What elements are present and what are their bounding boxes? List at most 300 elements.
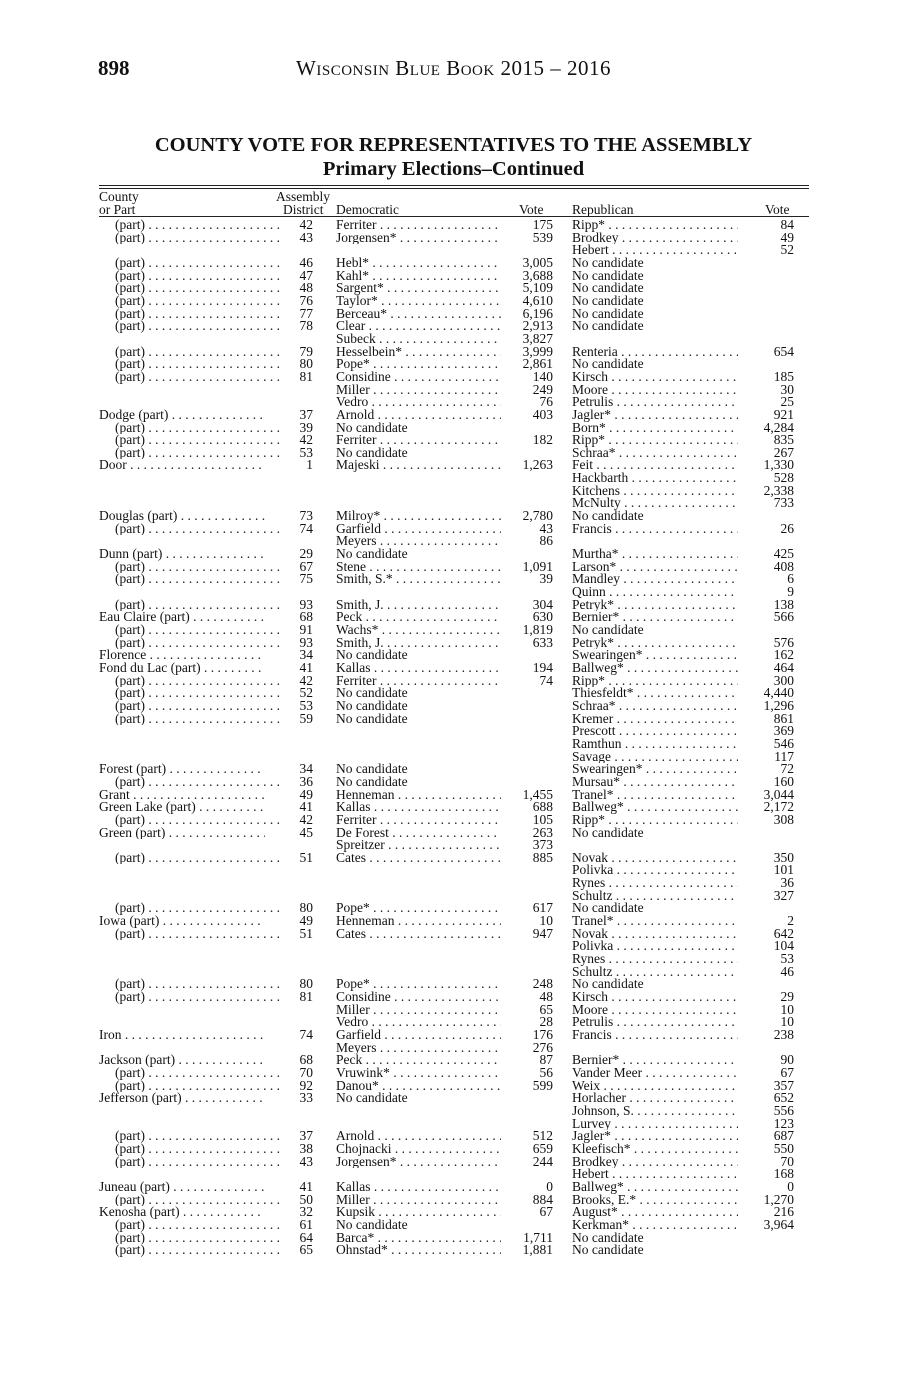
republican-candidate-cell: Petrulis . . .	[572, 396, 738, 409]
republican-vote-cell: 216	[773, 1206, 794, 1219]
table-row	[99, 1244, 809, 1257]
democratic-candidate-cell: Vedro . . .	[336, 396, 501, 409]
table-row	[99, 396, 809, 409]
table-row	[99, 751, 809, 764]
republican-candidate-cell: Brooks, E.* . . .	[572, 1194, 738, 1207]
democratic-candidate-cell: Meyers . . .	[336, 535, 501, 548]
county-cell: (part) . . .	[99, 1244, 281, 1257]
republican-candidate-cell: Petryk* . . .	[572, 599, 738, 612]
district-cell: 74	[299, 522, 313, 536]
republican-vote-cell: 4,284	[763, 421, 794, 435]
table-row	[99, 1143, 809, 1156]
republican-vote-cell: 464	[773, 661, 794, 675]
republican-vote-cell: 25	[780, 396, 794, 409]
republican-candidate-cell: Murtha* . . .	[572, 548, 738, 561]
republican-candidate-cell: Ripp* . . .	[572, 675, 738, 688]
republican-vote-cell: 49	[780, 231, 794, 245]
table-row	[99, 1219, 809, 1232]
district-cell: 42	[299, 434, 313, 447]
republican-vote-cell: 654	[773, 345, 794, 359]
table-row	[99, 852, 809, 865]
republican-candidate-cell: Petryk* . . .	[572, 637, 738, 650]
district-cell: 70	[299, 1066, 313, 1080]
democratic-candidate-cell: No candidate	[336, 775, 408, 789]
democratic-candidate-cell: No candidate	[336, 649, 408, 662]
democratic-candidate-cell: Considine . . .	[336, 991, 501, 1004]
table-row	[99, 915, 809, 928]
republican-vote-cell: 29	[780, 991, 794, 1004]
district-cell: 80	[299, 358, 313, 371]
republican-vote-cell: 4,440	[763, 687, 794, 700]
democratic-candidate-cell: Henneman . . .	[336, 789, 501, 802]
democratic-candidate-cell: Pope* . . .	[336, 358, 501, 371]
district-cell: 49	[299, 788, 313, 802]
table-row	[99, 422, 809, 435]
democratic-vote-cell: 403	[532, 408, 553, 422]
table-row	[99, 649, 809, 662]
republican-vote-cell: 36	[780, 877, 794, 890]
democratic-vote-cell: 244	[532, 1155, 553, 1169]
table-row	[99, 713, 809, 726]
republican-candidate-cell: No candidate	[572, 624, 644, 637]
table-row	[99, 447, 809, 460]
table-row	[99, 270, 809, 283]
democratic-candidate-cell: Peck . . .	[336, 611, 501, 624]
democratic-vote-cell: 0	[546, 1180, 553, 1194]
democratic-candidate-cell: No candidate	[336, 763, 408, 776]
republican-candidate-cell: No candidate	[572, 269, 644, 283]
republican-vote-cell: 10	[780, 1003, 794, 1017]
republican-vote-cell: 0	[787, 1180, 794, 1194]
district-cell: 73	[299, 510, 313, 523]
header-dem-vote: Vote	[519, 202, 544, 217]
county-cell: (part) . . .	[99, 219, 281, 232]
county-cell: (part) . . .	[99, 434, 281, 447]
county-cell: (part) . . .	[99, 447, 281, 460]
republican-candidate-cell: No candidate	[572, 358, 644, 371]
democratic-vote-cell: 304	[532, 598, 553, 612]
republican-vote-cell: 238	[773, 1029, 794, 1042]
republican-candidate-cell: Kerkman* . . .	[572, 1219, 738, 1232]
district-cell: 76	[299, 294, 313, 308]
republican-vote-cell: 10	[780, 1016, 794, 1030]
republican-candidate-cell: No candidate	[572, 1244, 644, 1257]
republican-candidate-cell: August* . . .	[572, 1206, 738, 1219]
republican-candidate-cell: Tranel* . . .	[572, 789, 738, 802]
republican-vote-cell: 1,330	[763, 459, 794, 473]
republican-vote-cell: 160	[773, 775, 794, 789]
democratic-vote-cell: 617	[532, 902, 553, 916]
district-cell: 64	[299, 1231, 313, 1245]
district-cell: 46	[299, 256, 313, 270]
county-cell: Iron . . .	[99, 1029, 265, 1042]
table-row	[99, 1206, 809, 1219]
democratic-vote-cell: 3,999	[522, 345, 553, 359]
democratic-candidate-cell: Miller . . .	[336, 1194, 501, 1207]
county-cell: (part) . . .	[99, 358, 281, 371]
county-cell: (part) . . .	[99, 902, 281, 915]
democratic-vote-cell: 182	[532, 434, 553, 447]
table-row	[99, 839, 809, 852]
republican-vote-cell: 1,296	[763, 699, 794, 713]
republican-vote-cell: 546	[773, 737, 794, 751]
republican-vote-cell: 2,172	[763, 801, 794, 814]
district-cell: 68	[299, 1054, 313, 1067]
table-row	[99, 1092, 809, 1105]
republican-vote-cell: 9	[787, 586, 794, 599]
republican-candidate-cell: McNulty . . .	[572, 497, 738, 510]
republican-candidate-cell: Ripp* . . .	[572, 434, 738, 447]
district-cell: 80	[299, 902, 313, 916]
democratic-candidate-cell: No candidate	[336, 1092, 408, 1105]
table-row	[99, 1130, 809, 1143]
republican-vote-cell: 3,964	[763, 1218, 794, 1232]
table-row	[99, 1118, 809, 1131]
democratic-candidate-cell: Spreitzer . . .	[336, 839, 501, 852]
republican-candidate-cell: Brodkey . . .	[572, 1156, 738, 1169]
republican-candidate-cell: Mursau* . . .	[572, 776, 738, 789]
republican-vote-cell: 90	[780, 1054, 794, 1067]
county-cell: (part) . . .	[99, 978, 281, 991]
district-cell: 52	[299, 687, 313, 700]
district-cell: 65	[299, 1244, 313, 1257]
republican-candidate-cell: Rynes . . .	[572, 953, 738, 966]
republican-candidate-cell: Swearingen* . . .	[572, 649, 738, 662]
democratic-vote-cell: 56	[539, 1066, 553, 1080]
table-row	[99, 1194, 809, 1207]
democratic-vote-cell: 688	[532, 801, 553, 814]
table-row	[99, 535, 809, 548]
county-cell: Green Lake (part) . . .	[99, 801, 265, 814]
democratic-vote-cell: 659	[532, 1142, 553, 1156]
table-row	[99, 827, 809, 840]
table-row	[99, 1016, 809, 1029]
republican-candidate-cell: Swearingen* . . .	[572, 763, 738, 776]
table-row	[99, 232, 809, 245]
table-row	[99, 877, 809, 890]
county-cell: (part) . . .	[99, 320, 281, 333]
republican-candidate-cell: No candidate	[572, 902, 644, 916]
democratic-candidate-cell: Kallas . . .	[336, 662, 501, 675]
county-cell: (part) . . .	[99, 232, 281, 245]
democratic-candidate-cell: Danou* . . .	[336, 1080, 501, 1093]
democratic-vote-cell: 633	[532, 636, 553, 650]
header-rule-top-2	[99, 188, 809, 189]
district-cell: 34	[299, 763, 313, 776]
district-cell: 42	[299, 813, 313, 827]
page-number: 898	[98, 56, 130, 80]
democratic-candidate-cell: Kupsik . . .	[336, 1206, 501, 1219]
county-cell: (part) . . .	[99, 282, 281, 295]
county-cell: Green (part) . . .	[99, 827, 265, 840]
democratic-vote-cell: 4,610	[522, 294, 553, 308]
county-cell: (part) . . .	[99, 1219, 281, 1232]
republican-candidate-cell: No candidate	[572, 510, 644, 523]
republican-vote-cell: 2	[787, 915, 794, 928]
democratic-vote-cell: 1,711	[523, 1231, 553, 1245]
county-cell: (part) . . .	[99, 371, 281, 384]
header-rule-bottom	[99, 216, 809, 217]
republican-vote-cell: 350	[773, 851, 794, 865]
republican-candidate-cell: Ballweg* . . .	[572, 662, 738, 675]
republican-candidate-cell: Polivka . . .	[572, 940, 738, 953]
header-district-1: Assembly	[276, 189, 330, 204]
republican-vote-cell: 357	[773, 1079, 794, 1093]
democratic-vote-cell: 175	[532, 219, 553, 232]
table-row	[99, 789, 809, 802]
democratic-vote-cell: 947	[532, 927, 553, 941]
table-row	[99, 1067, 809, 1080]
republican-candidate-cell: Quinn . . .	[572, 586, 738, 599]
republican-vote-cell: 369	[773, 725, 794, 738]
county-cell: Douglas (part) . . .	[99, 510, 265, 523]
republican-candidate-cell: Francis . . .	[572, 523, 738, 536]
county-cell: (part) . . .	[99, 599, 281, 612]
district-cell: 33	[299, 1092, 313, 1105]
table-row	[99, 485, 809, 498]
table-row	[99, 1156, 809, 1169]
county-cell: Dodge (part) . . .	[99, 409, 265, 422]
republican-candidate-cell: Johnson, S. . . .	[572, 1105, 738, 1118]
table-row	[99, 738, 809, 751]
district-cell: 1	[306, 459, 313, 473]
district-cell: 53	[299, 699, 313, 713]
table-row	[99, 586, 809, 599]
democratic-candidate-cell: No candidate	[336, 1218, 408, 1232]
democratic-candidate-cell: No candidate	[336, 712, 408, 726]
table-row	[99, 662, 809, 675]
democratic-candidate-cell: Barca* . . .	[336, 1232, 501, 1245]
republican-candidate-cell: Jagler* . . .	[572, 1130, 738, 1143]
header-rule-top	[99, 185, 809, 186]
district-cell: 93	[299, 636, 313, 650]
table-row	[99, 573, 809, 586]
republican-candidate-cell: No candidate	[572, 320, 644, 333]
republican-vote-cell: 168	[773, 1168, 794, 1181]
republican-candidate-cell: Schraa* . . .	[572, 447, 738, 460]
democratic-candidate-cell: No candidate	[336, 548, 408, 561]
table-row	[99, 1042, 809, 1055]
republican-candidate-cell: Bernier* . . .	[572, 1054, 738, 1067]
republican-candidate-cell: No candidate	[572, 282, 644, 295]
county-cell: (part) . . .	[99, 308, 281, 321]
republican-candidate-cell: Bernier* . . .	[572, 611, 738, 624]
republican-vote-cell: 267	[773, 446, 794, 460]
table-row	[99, 459, 809, 472]
county-cell: (part) . . .	[99, 852, 281, 865]
table-row	[99, 940, 809, 953]
democratic-candidate-cell: Berceau* . . .	[336, 308, 501, 321]
democratic-vote-cell: 263	[532, 826, 553, 840]
democratic-candidate-cell: Milroy* . . .	[336, 510, 501, 523]
democratic-candidate-cell: Kallas . . .	[336, 1181, 501, 1194]
county-cell: (part) . . .	[99, 422, 281, 435]
table-row	[99, 864, 809, 877]
republican-candidate-cell: Schraa* . . .	[572, 700, 738, 713]
democratic-candidate-cell: Peck . . .	[336, 1054, 501, 1067]
county-cell: (part) . . .	[99, 270, 281, 283]
county-cell: (part) . . .	[99, 687, 281, 700]
header-county-1: County	[99, 189, 139, 204]
table-row	[99, 890, 809, 903]
republican-candidate-cell: Prescott . . .	[572, 725, 738, 738]
table-row	[99, 358, 809, 371]
header-republican: Republican	[572, 202, 634, 217]
table-row	[99, 763, 809, 776]
district-cell: 78	[299, 320, 313, 333]
header-county-2: or Part	[99, 202, 136, 217]
democratic-vote-cell: 67	[539, 1206, 553, 1219]
table-row	[99, 611, 809, 624]
democratic-vote-cell: 1,263	[522, 459, 553, 473]
democratic-candidate-cell: Jorgensen* . . .	[336, 232, 501, 245]
county-cell: (part) . . .	[99, 295, 281, 308]
table-row	[99, 320, 809, 333]
republican-vote-cell: 550	[773, 1142, 794, 1156]
table-row	[99, 776, 809, 789]
republican-vote-cell: 104	[773, 940, 794, 954]
county-cell: (part) . . .	[99, 573, 281, 586]
district-cell: 79	[299, 345, 313, 359]
table-row	[99, 346, 809, 359]
democratic-vote-cell: 176	[532, 1029, 553, 1042]
democratic-vote-cell: 2,913	[522, 320, 553, 333]
republican-vote-cell: 84	[780, 219, 794, 232]
county-cell: (part) . . .	[99, 1130, 281, 1143]
democratic-vote-cell: 2,780	[522, 510, 553, 523]
table-row	[99, 624, 809, 637]
page-subtitle: Primary Elections–Continued	[322, 158, 585, 180]
democratic-candidate-cell: De Forest . . .	[336, 827, 501, 840]
table-row	[99, 333, 809, 346]
district-cell: 32	[299, 1206, 313, 1219]
republican-vote-cell: 408	[773, 560, 794, 574]
democratic-vote-cell: 630	[532, 611, 553, 625]
democratic-candidate-cell: Ferriter . . .	[336, 675, 501, 688]
district-cell: 93	[299, 598, 313, 612]
democratic-vote-cell: 885	[532, 851, 553, 865]
county-cell: (part) . . .	[99, 1143, 281, 1156]
democratic-vote-cell: 276	[532, 1041, 553, 1055]
democratic-vote-cell: 140	[532, 370, 553, 384]
republican-candidate-cell: Ramthun . . .	[572, 738, 738, 751]
republican-vote-cell: 70	[780, 1155, 794, 1169]
republican-vote-cell: 3,044	[763, 788, 794, 802]
district-cell: 37	[299, 408, 313, 422]
table-row	[99, 409, 809, 422]
district-cell: 41	[299, 661, 313, 675]
county-cell: (part) . . .	[99, 1232, 281, 1245]
table-row	[99, 282, 809, 295]
district-cell: 61	[299, 1218, 313, 1232]
republican-vote-cell: 528	[773, 472, 794, 485]
democratic-vote-cell: 1,881	[522, 1244, 553, 1257]
republican-vote-cell: 425	[773, 548, 794, 561]
page-title: COUNTY VOTE FOR REPRESENTATIVES TO THE ASSEMBLY	[154, 134, 753, 156]
democratic-vote-cell: 3,688	[522, 269, 553, 283]
county-cell: Jackson (part) . . .	[99, 1054, 265, 1067]
table-row	[99, 497, 809, 510]
county-cell: Grant . . .	[99, 789, 265, 802]
republican-candidate-cell: Hackbarth . . .	[572, 472, 738, 485]
republican-vote-cell: 52	[780, 244, 794, 257]
republican-vote-cell: 117	[774, 750, 794, 764]
republican-candidate-cell: Ripp* . . .	[572, 219, 738, 232]
county-cell: (part) . . .	[99, 1194, 281, 1207]
democratic-candidate-cell: Pope* . . .	[336, 902, 501, 915]
democratic-candidate-cell: Miller . . .	[336, 384, 501, 397]
running-head	[0, 56, 907, 81]
county-cell: (part) . . .	[99, 637, 281, 650]
table-row	[99, 978, 809, 991]
democratic-vote-cell: 194	[532, 661, 553, 675]
table-row	[99, 561, 809, 574]
district-cell: 81	[299, 991, 313, 1004]
democratic-vote-cell: 6,196	[522, 307, 553, 321]
county-cell: (part) . . .	[99, 928, 281, 941]
county-cell: (part) . . .	[99, 561, 281, 574]
table-row	[99, 1004, 809, 1017]
county-cell: Iowa (part) . . .	[99, 915, 265, 928]
democratic-candidate-cell: Jorgensen* . . .	[336, 1156, 501, 1169]
district-cell: 75	[299, 573, 313, 587]
democratic-candidate-cell: Considine . . .	[336, 371, 501, 384]
table-row	[99, 1105, 809, 1118]
republican-candidate-cell: Ripp* . . .	[572, 814, 738, 827]
democratic-vote-cell: 39	[539, 573, 553, 587]
county-cell: Door . . .	[99, 459, 265, 472]
republican-vote-cell: 1,270	[763, 1193, 794, 1207]
democratic-vote-cell: 43	[539, 522, 553, 536]
republican-candidate-cell: Horlacher . . .	[572, 1092, 738, 1105]
republican-candidate-cell: Petrulis . . .	[572, 1016, 738, 1029]
table-row	[99, 308, 809, 321]
republican-vote-cell: 72	[780, 763, 794, 776]
republican-vote-cell: 162	[773, 649, 794, 662]
table-row	[99, 510, 809, 523]
table-row	[99, 902, 809, 915]
democratic-candidate-cell: Kallas . . .	[336, 801, 501, 814]
democratic-candidate-cell: Pope* . . .	[336, 978, 501, 991]
republican-candidate-cell: Polivka . . .	[572, 864, 738, 877]
district-cell: 29	[299, 548, 313, 561]
republican-candidate-cell: Francis . . .	[572, 1029, 738, 1042]
democratic-vote-cell: 1,819	[522, 624, 553, 637]
county-cell: (part) . . .	[99, 523, 281, 536]
table-row	[99, 991, 809, 1004]
table-row	[99, 219, 809, 232]
county-cell: Dunn (part) . . .	[99, 548, 265, 561]
table-row	[99, 966, 809, 979]
democratic-candidate-cell: Clear . . .	[336, 320, 501, 333]
democratic-vote-cell: 86	[539, 535, 553, 549]
republican-vote-cell: 835	[773, 434, 794, 447]
republican-candidate-cell: Kitchens . . .	[572, 485, 738, 498]
republican-candidate-cell: Hebert . . .	[572, 1168, 738, 1181]
county-cell: Eau Claire (part) . . .	[99, 611, 265, 624]
republican-candidate-cell: Moore . . .	[572, 384, 738, 397]
democratic-candidate-cell: No candidate	[336, 687, 408, 700]
democratic-candidate-cell: Vruwink* . . .	[336, 1067, 501, 1080]
democratic-vote-cell: 48	[539, 991, 553, 1004]
democratic-candidate-cell: Chojnacki . . .	[336, 1143, 501, 1156]
table-row	[99, 244, 809, 257]
republican-candidate-cell: Born* . . .	[572, 422, 738, 435]
democratic-vote-cell: 76	[539, 396, 553, 409]
democratic-vote-cell: 512	[532, 1130, 553, 1143]
democratic-candidate-cell: Arnold . . .	[336, 1130, 501, 1143]
vote-table-body	[99, 219, 809, 1257]
